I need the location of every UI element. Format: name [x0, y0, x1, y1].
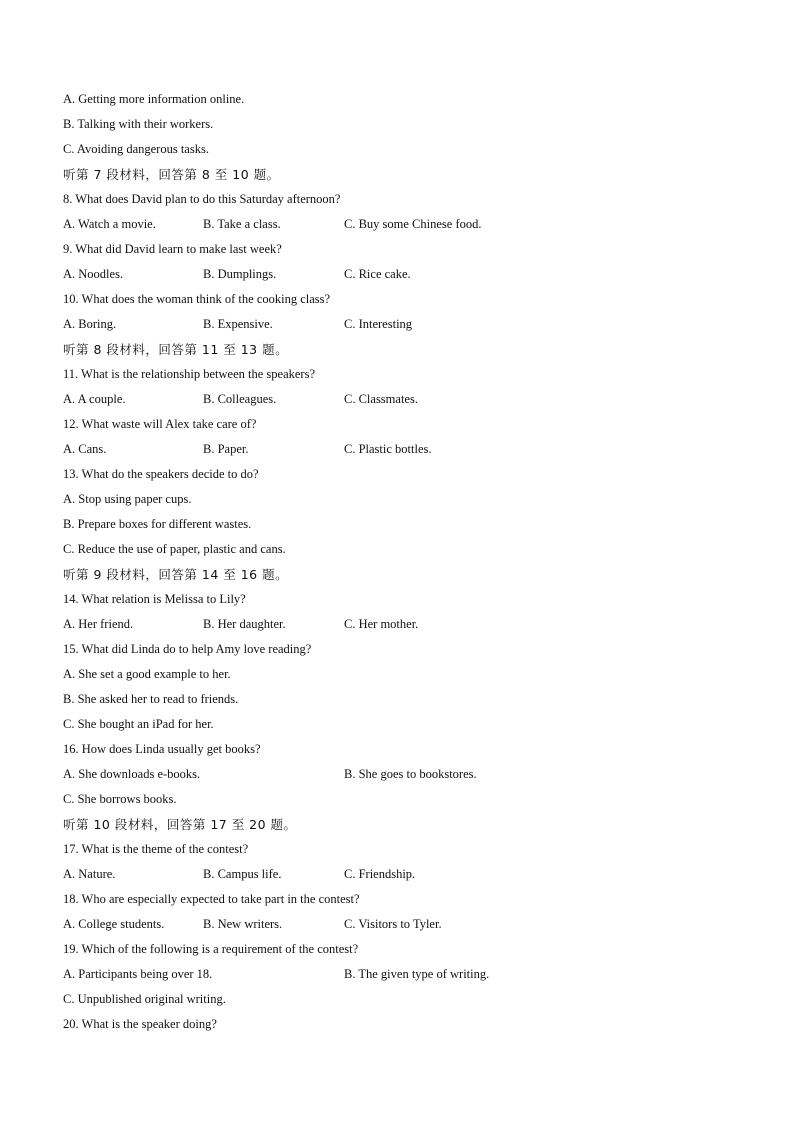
- answer-option: A. Boring.: [63, 317, 117, 331]
- section-instruction: 听第 9 段材料，回答第 14 至 16 题。: [63, 567, 289, 582]
- text-line: C. Unpublished original writing.: [63, 992, 226, 1006]
- text-line: C. She borrows books.: [63, 792, 177, 806]
- answer-option: C. Visitors to Tyler.: [344, 917, 442, 931]
- answer-option: C. Plastic bottles.: [344, 442, 432, 456]
- answer-option: A. College students.: [63, 917, 165, 931]
- answer-option: C. Interesting: [344, 317, 413, 331]
- answer-option: A. Nature.: [63, 867, 116, 881]
- text-line: 12. What waste will Alex take care of?: [63, 417, 257, 431]
- answer-option: A. Noodles.: [63, 267, 124, 281]
- answer-option: A. Participants being over 18.: [63, 967, 213, 981]
- text-line: C. She bought an iPad for her.: [63, 717, 214, 731]
- options-row: [63, 962, 743, 987]
- answer-option: B. New writers.: [203, 917, 283, 931]
- text-line: B. Prepare boxes for different wastes.: [63, 517, 252, 531]
- options-row: [63, 912, 743, 937]
- options-row: [63, 262, 743, 287]
- answer-option: C. Friendship.: [344, 867, 416, 881]
- text-line: 16. How does Linda usually get books?: [63, 742, 261, 756]
- answer-option: B. Paper.: [203, 442, 249, 456]
- text-line: A. Getting more information online.: [63, 92, 245, 106]
- answer-option: C. Buy some Chinese food.: [344, 217, 482, 231]
- text-line: 20. What is the speaker doing?: [63, 1017, 217, 1031]
- text-line: 11. What is the relationship between the speakers?: [63, 367, 316, 381]
- text-line: 8. What does David plan to do this Saturday afternoon?: [63, 192, 341, 206]
- text-line: 17. What is the theme of the contest?: [63, 842, 249, 856]
- answer-option: C. Rice cake.: [344, 267, 411, 281]
- text-line: B. Talking with their workers.: [63, 117, 214, 131]
- answer-option: A. Her friend.: [63, 617, 134, 631]
- text-line: A. She set a good example to her.: [63, 667, 231, 681]
- options-row: [63, 762, 743, 787]
- answer-option: C. Her mother.: [344, 617, 419, 631]
- answer-option: B. Colleagues.: [203, 392, 277, 406]
- answer-option: B. Dumplings.: [203, 267, 277, 281]
- options-row: [63, 387, 743, 412]
- section-instruction: 听第 7 段材料，回答第 8 至 10 题。: [63, 167, 280, 182]
- text-line: B. She asked her to read to friends.: [63, 692, 239, 706]
- answer-option: B. The given type of writing.: [344, 967, 490, 981]
- answer-option: A. A couple.: [63, 392, 126, 406]
- text-line: A. Stop using paper cups.: [63, 492, 192, 506]
- text-line: 14. What relation is Melissa to Lily?: [63, 592, 246, 606]
- text-line: 9. What did David learn to make last week?: [63, 242, 282, 256]
- text-line: 10. What does the woman think of the cooking class?: [63, 292, 331, 306]
- answer-option: A. Cans.: [63, 442, 107, 456]
- answer-option: B. Campus life.: [203, 867, 282, 881]
- text-line: C. Avoiding dangerous tasks.: [63, 142, 209, 156]
- options-row: [63, 612, 743, 637]
- text-line: 13. What do the speakers decide to do?: [63, 467, 259, 481]
- answer-option: B. Her daughter.: [203, 617, 286, 631]
- answer-option: C. Classmates.: [344, 392, 418, 406]
- text-line: 18. Who are especially expected to take part in the contest?: [63, 892, 360, 906]
- text-line: 19. Which of the following is a requirement of the contest?: [63, 942, 359, 956]
- text-line: C. Reduce the use of paper, plastic and cans.: [63, 542, 286, 556]
- answer-option: B. She goes to bookstores.: [344, 767, 477, 781]
- options-row: [63, 437, 743, 462]
- answer-option: B. Take a class.: [203, 217, 281, 231]
- section-instruction: 听第 8 段材料，回答第 11 至 13 题。: [63, 342, 289, 357]
- options-row: [63, 212, 743, 237]
- answer-option: A. Watch a movie.: [63, 217, 156, 231]
- options-row: [63, 862, 743, 887]
- text-line: 15. What did Linda do to help Amy love reading?: [63, 642, 312, 656]
- answer-option: A. She downloads e-books.: [63, 767, 201, 781]
- exam-content: [63, 87, 743, 1037]
- section-instruction: 听第 10 段材料，回答第 17 至 20 题。: [63, 817, 297, 832]
- options-row: [63, 312, 743, 337]
- answer-option: B. Expensive.: [203, 317, 273, 331]
